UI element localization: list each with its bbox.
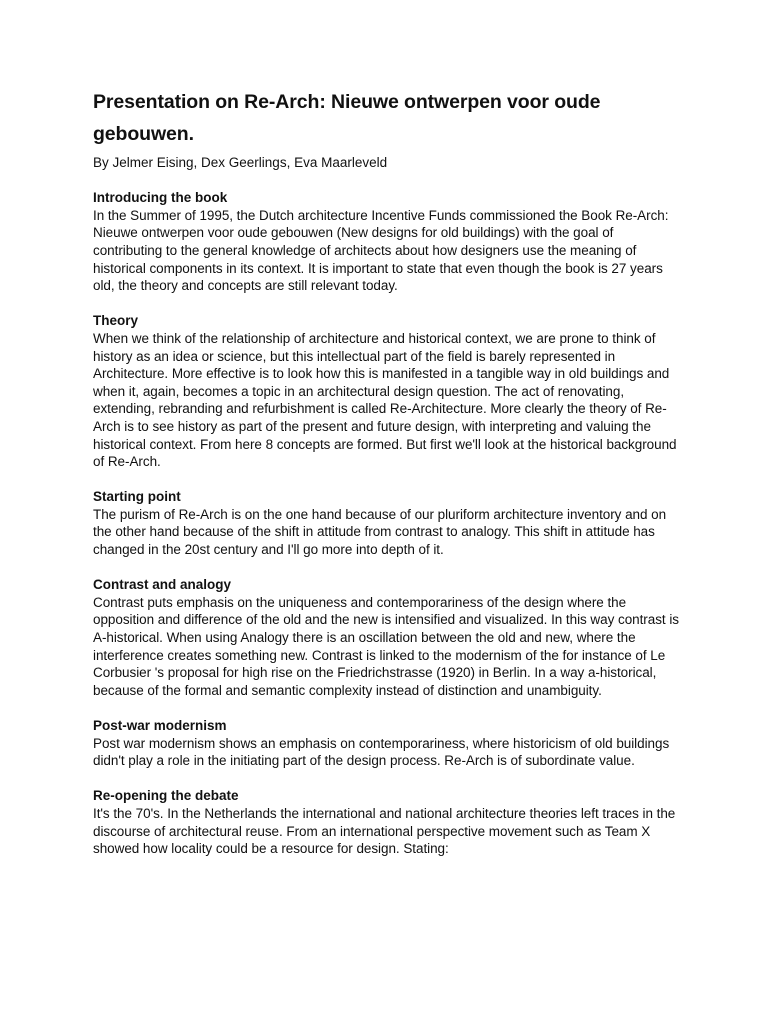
section-paragraph: It's the 70's. In the Netherlands the international and national architecture theories left traces in the discourse of architectural reuse. From an international perspective movement such as Team X showed how locality could be a resource for design. Stating:: [93, 805, 676, 857]
section-re-opening-the-debate: [93, 787, 683, 857]
section-paragraph: In the Summer of 1995, the Dutch architecture Incentive Funds commissioned the Book Re-Arch: Nieuwe ontwerpen voor oude gebouwen (New designs for old buildings) with the goal of contributing to the general knowledge of architects about how designers use the meaning of historical components in its context. It is important to state that even though the book is 27 years old, the theory and concepts are still relevant today.: [93, 207, 669, 294]
section-heading: Post-war modernism: [93, 718, 227, 733]
section-paragraph: Contrast puts emphasis on the uniqueness and contemporariness of the design where the opposition and difference of the old and the new is intensified and visualized. In this way contrast is A-historical. When using Analogy there is an oscillation between the old and new, where the interference creates something new. Contrast is linked to the modernism of the for instance of Le Corbusier 's proposal for high rise on the Friedrichstrasse (1920) in Berlin. In a way a-historical, because of the formal and semantic complexity instead of distinction and unambiguity.: [93, 594, 679, 698]
document-page: [93, 86, 683, 858]
section-heading: Contrast and analogy: [93, 577, 232, 593]
section-starting-point: [93, 488, 683, 558]
section-heading: Introducing the book: [93, 190, 228, 206]
author-byline: By Jelmer Eising, Dex Geerlings, Eva Maarleveld: [93, 155, 388, 170]
section-introducing-the-book: [93, 189, 683, 295]
document-title: Presentation on Re-Arch: Nieuwe ontwerpen voor oude gebouwen.: [93, 91, 601, 145]
section-theory: [93, 312, 683, 470]
section-contrast-and-analogy: [93, 576, 683, 699]
section-paragraph: Post war modernism shows an emphasis on contemporariness, where historicism of old buildings didn't play a role in the initiating part of the design process. Re-Arch is of subordinate value.: [93, 735, 670, 769]
section-paragraph: When we think of the relationship of architecture and historical context, we are prone to think of history as an idea or science, but this intellectual part of the field is barely represented in Architecture. More effective is to look how this is manifested in a tangible way in old buildings and when it, again, becomes a topic in an architectural design question. The act of renovating, extending, rebranding and refurbishment is called Re-Architecture. More clearly the theory of Re-Arch is to see history as part of the present and future design, with interpreting and valuing the historical context. From here 8 concepts are formed. But first we'll look at the historical background of Re-Arch.: [93, 330, 677, 470]
section-heading: Re-opening the debate: [93, 788, 239, 804]
section-paragraph: The purism of Re-Arch is on the one hand because of our pluriform architecture inventory and on the other hand because of the shift in attitude from contrast to analogy. This shift in attitude has changed in the 20st century and I'll go more into depth of it.: [93, 506, 667, 558]
section-heading: Starting point: [93, 489, 181, 505]
section-heading: Theory: [93, 313, 139, 329]
section-post-war-modernism: [93, 717, 683, 770]
